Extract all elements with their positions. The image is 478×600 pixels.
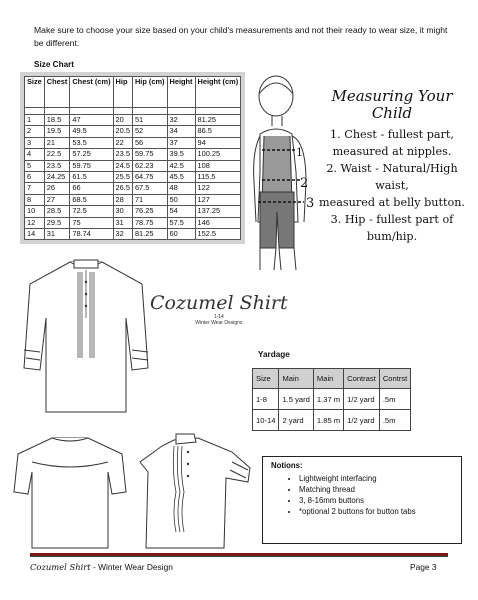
intro-text: Make sure to choose your size based on your child's measurements and not their ready to wear size, it might be different. xyxy=(34,25,448,48)
size-chart-header: Chest (cm) xyxy=(70,77,113,108)
table-cell: 34 xyxy=(167,126,195,137)
table-cell: 47 xyxy=(70,115,113,126)
size-chart-header: Chest xyxy=(44,77,70,108)
table-cell: 1.85 m xyxy=(313,410,343,431)
table-cell: 1.5 yard xyxy=(279,389,313,410)
table-cell: 57.5 xyxy=(167,217,195,228)
table-cell: 115.5 xyxy=(195,171,241,182)
footer-title-italic: Cozumel Shirt xyxy=(30,562,91,572)
measuring-line: measured at belly button. xyxy=(319,196,465,209)
notions-item: • Matching thread xyxy=(299,484,453,495)
table-cell: 19.5 xyxy=(44,126,70,137)
table-cell: 25.5 xyxy=(113,171,132,182)
table-cell: 24.25 xyxy=(44,171,70,182)
shirt-front-illustration xyxy=(22,258,150,416)
measuring-line: 1. Chest - fullest part, xyxy=(330,128,454,141)
table-cell: 28.5 xyxy=(44,206,70,217)
yardage-header: Main xyxy=(313,369,343,389)
table-cell: 59.75 xyxy=(70,160,113,171)
table-cell: 22.5 xyxy=(44,149,70,160)
table-cell: 137.25 xyxy=(195,206,241,217)
table-cell: 42.5 xyxy=(167,160,195,171)
size-chart-title: Size Chart xyxy=(34,60,75,69)
table-cell: 1.37 m xyxy=(313,389,343,410)
spacer-cell xyxy=(25,108,45,115)
logo-brand: Winter Wear Designs xyxy=(195,320,243,326)
table-row xyxy=(25,149,241,160)
measuring-instructions xyxy=(312,88,472,245)
table-cell: 5 xyxy=(25,160,45,171)
yardage-table xyxy=(252,368,411,431)
table-cell: 56 xyxy=(132,137,167,148)
footer-title xyxy=(30,562,173,572)
logo-name: Cozumel Shirt xyxy=(150,292,288,314)
table-cell: 60 xyxy=(167,228,195,239)
table-row xyxy=(25,206,241,217)
table-cell: 14 xyxy=(25,228,45,239)
child-figure-illustration xyxy=(250,72,320,272)
yardage-header: Main xyxy=(279,369,313,389)
table-cell: 22 xyxy=(113,137,132,148)
size-chart-header: Hip xyxy=(113,77,132,108)
table-cell: 30 xyxy=(113,206,132,217)
table-cell: 152.5 xyxy=(195,228,241,239)
spacer-cell xyxy=(70,108,113,115)
measuring-line: measured at nipples. xyxy=(332,145,452,158)
table-cell: 59.75 xyxy=(132,149,167,160)
table-cell: 51 xyxy=(132,115,167,126)
table-cell: 24.5 xyxy=(113,160,132,171)
table-row xyxy=(25,171,241,182)
table-cell: 127 xyxy=(195,194,241,205)
table-cell: 52 xyxy=(132,126,167,137)
table-row xyxy=(25,115,241,126)
table-cell: 72.5 xyxy=(70,206,113,217)
table-cell: 26.5 xyxy=(113,183,132,194)
spacer-cell xyxy=(167,108,195,115)
spacer-cell xyxy=(132,108,167,115)
table-row xyxy=(25,228,241,239)
measuring-line: 3. Hip - fullest part of bum/hip. xyxy=(330,213,454,243)
table-cell: 48 xyxy=(167,183,195,194)
table-row xyxy=(25,183,241,194)
yardage-header: Contrst xyxy=(379,369,410,389)
marker-chest: 1 xyxy=(296,146,303,159)
table-cell: 31 xyxy=(44,228,70,239)
table-cell: 78.74 xyxy=(70,228,113,239)
table-cell: 146 xyxy=(195,217,241,228)
table-cell: 2 yard xyxy=(279,410,313,431)
table-cell: 68.5 xyxy=(70,194,113,205)
table-row xyxy=(25,137,241,148)
shirt-side-illustration xyxy=(132,432,256,552)
table-row xyxy=(25,217,241,228)
table-cell: 26 xyxy=(44,183,70,194)
logo-sizes: 1-14 xyxy=(213,314,224,320)
table-cell: 6 xyxy=(25,171,45,182)
table-cell: 27 xyxy=(44,194,70,205)
table-cell: 78.75 xyxy=(132,217,167,228)
table-cell: 100.25 xyxy=(195,149,241,160)
table-cell: 37 xyxy=(167,137,195,148)
table-cell: 62.23 xyxy=(132,160,167,171)
table-cell: 8 xyxy=(25,194,45,205)
notions-item: • 3, 8-16mm buttons xyxy=(299,495,453,506)
table-cell: 1/2 yard xyxy=(344,410,380,431)
measuring-line: 2. Waist - Natural/High waist, xyxy=(326,162,458,192)
table-cell: 1 xyxy=(25,115,45,126)
table-cell: 23.5 xyxy=(44,160,70,171)
yardage-title: Yardage xyxy=(258,350,290,359)
table-cell: 4 xyxy=(25,149,45,160)
table-cell: 50 xyxy=(167,194,195,205)
table-cell: 54 xyxy=(167,206,195,217)
shirt-back-illustration xyxy=(12,432,128,552)
table-cell: 1-8 xyxy=(253,389,279,410)
table-cell: 18.5 xyxy=(44,115,70,126)
cozumel-shirt-logo xyxy=(150,292,288,326)
table-cell: 32 xyxy=(167,115,195,126)
notions-box xyxy=(262,456,462,544)
yardage-header: Contrast xyxy=(344,369,380,389)
notions-title: Notions: xyxy=(271,461,303,470)
table-cell: 29.5 xyxy=(44,217,70,228)
table-cell: 39.5 xyxy=(167,149,195,160)
measuring-heading: Measuring Your Child xyxy=(331,87,453,122)
table-cell: 94 xyxy=(195,137,241,148)
table-row xyxy=(25,160,241,171)
table-cell: .5m xyxy=(379,389,410,410)
page-number: Page 3 xyxy=(410,562,437,572)
table-cell: 71 xyxy=(132,194,167,205)
yardage-header: Size xyxy=(253,369,279,389)
table-cell: 28 xyxy=(113,194,132,205)
table-cell: 45.5 xyxy=(167,171,195,182)
table-cell: 67.5 xyxy=(132,183,167,194)
table-cell: 10 xyxy=(25,206,45,217)
table-cell: 2 xyxy=(25,126,45,137)
table-cell: 66 xyxy=(70,183,113,194)
table-cell: 57.25 xyxy=(70,149,113,160)
table-cell: 61.5 xyxy=(70,171,113,182)
table-row xyxy=(25,126,241,137)
table-cell: 3 xyxy=(25,137,45,148)
table-row xyxy=(253,410,411,431)
table-cell: 12 xyxy=(25,217,45,228)
table-cell: 76.25 xyxy=(132,206,167,217)
marker-waist: 2 xyxy=(300,176,309,191)
table-cell: 53.5 xyxy=(70,137,113,148)
spacer-cell xyxy=(195,108,241,115)
notions-item: • Lightweight interfacing xyxy=(299,473,453,484)
size-chart-header: Height (cm) xyxy=(195,77,241,108)
table-cell: 49.5 xyxy=(70,126,113,137)
table-cell: 86.5 xyxy=(195,126,241,137)
size-chart xyxy=(20,72,245,244)
notions-item: • *optional 2 buttons for button tabs xyxy=(299,506,453,517)
table-cell: 64.75 xyxy=(132,171,167,182)
table-cell: 108 xyxy=(195,160,241,171)
footer-divider-thin xyxy=(30,556,448,557)
size-chart-header: Size xyxy=(25,77,45,108)
table-cell: 20.5 xyxy=(113,126,132,137)
table-cell: .5m xyxy=(379,410,410,431)
size-chart-header: Height xyxy=(167,77,195,108)
table-cell: 20 xyxy=(113,115,132,126)
marker-hip: 3 xyxy=(306,196,315,211)
table-cell: 81.25 xyxy=(195,115,241,126)
table-cell: 31 xyxy=(113,217,132,228)
table-row xyxy=(253,389,411,410)
table-row xyxy=(25,194,241,205)
table-cell: 75 xyxy=(70,217,113,228)
table-cell: 23.5 xyxy=(113,149,132,160)
spacer-cell xyxy=(44,108,70,115)
table-cell: 7 xyxy=(25,183,45,194)
table-cell: 32 xyxy=(113,228,132,239)
table-cell: 81.25 xyxy=(132,228,167,239)
size-chart-header: Hip (cm) xyxy=(132,77,167,108)
table-cell: 1/2 yard xyxy=(344,389,380,410)
footer-title-rest: - Winter Wear Design xyxy=(90,562,173,572)
table-cell: 21 xyxy=(44,137,70,148)
size-chart-spacer-row xyxy=(25,108,241,115)
spacer-cell xyxy=(113,108,132,115)
table-cell: 122 xyxy=(195,183,241,194)
table-cell: 10-14 xyxy=(253,410,279,431)
